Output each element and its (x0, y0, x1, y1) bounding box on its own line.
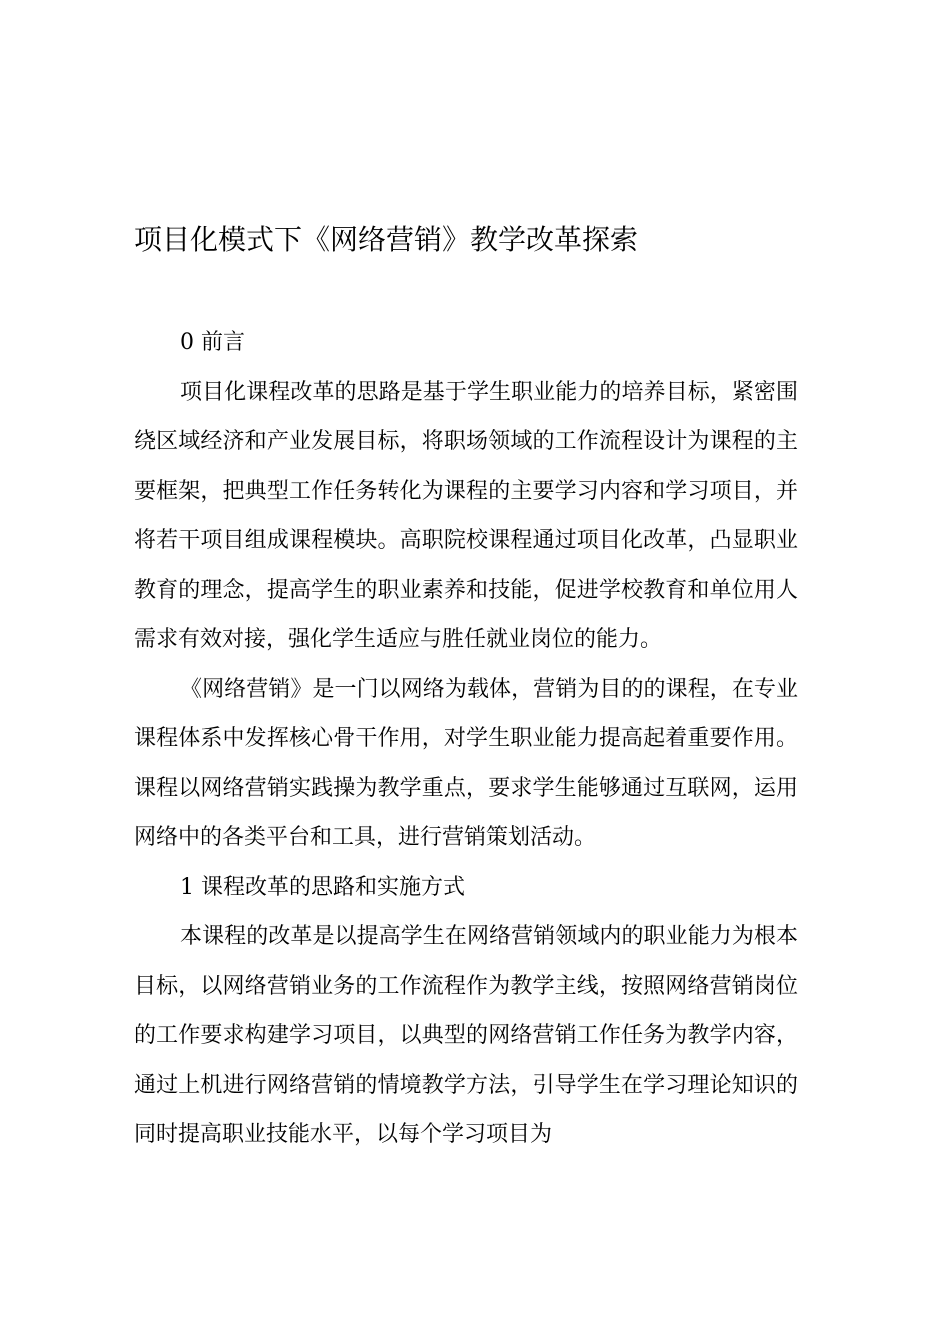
section-heading-reform-approach: 1 课程改革的思路和实施方式 (180, 874, 465, 900)
document-title: 项目化模式下《网络营销》教学改革探索 (134, 223, 639, 256)
paragraph: 《网络营销》是一门以网络为载体，营销为目的的课程，在专业课程体系中发挥核心骨干作用，对学生职业能力提高起着重要作用。课程以网络营销实践操为教学重点，要求学生能够通过互联网，运用网络中的各类平台和工具，进行营销策划活动。 (134, 676, 798, 850)
document-body (134, 318, 798, 1160)
section-heading-preface: 0 前言 (180, 330, 245, 355)
paragraph: 项目化课程改革的思路是基于学生职业能力的培养目标，紧密围绕区域经济和产业发展目标，将职场领域的工作流程设计为课程的主要框架，把典型工作任务转化为课程的主要学习内容和学习项目，并将若干项目组成课程模块。高职院校课程通过项目化改革，凸显职业教育的理念，提高学生的职业素养和技能，促进学校教育和单位用人需求有效对接，强化学生适应与胜任就业岗位的能力。 (134, 379, 798, 652)
paragraph: 本课程的改革是以提高学生在网络营销领域内的职业能力为根本目标，以网络营销业务的工作流程作为教学主线，按照网络营销岗位的工作要求构建学习项目，以典型的网络营销工作任务为教学内容，通过上机进行网络营销的情境教学方法，引导学生在学习理论知识的同时提高职业技能水平，以每个学习项目为 (134, 924, 798, 1147)
